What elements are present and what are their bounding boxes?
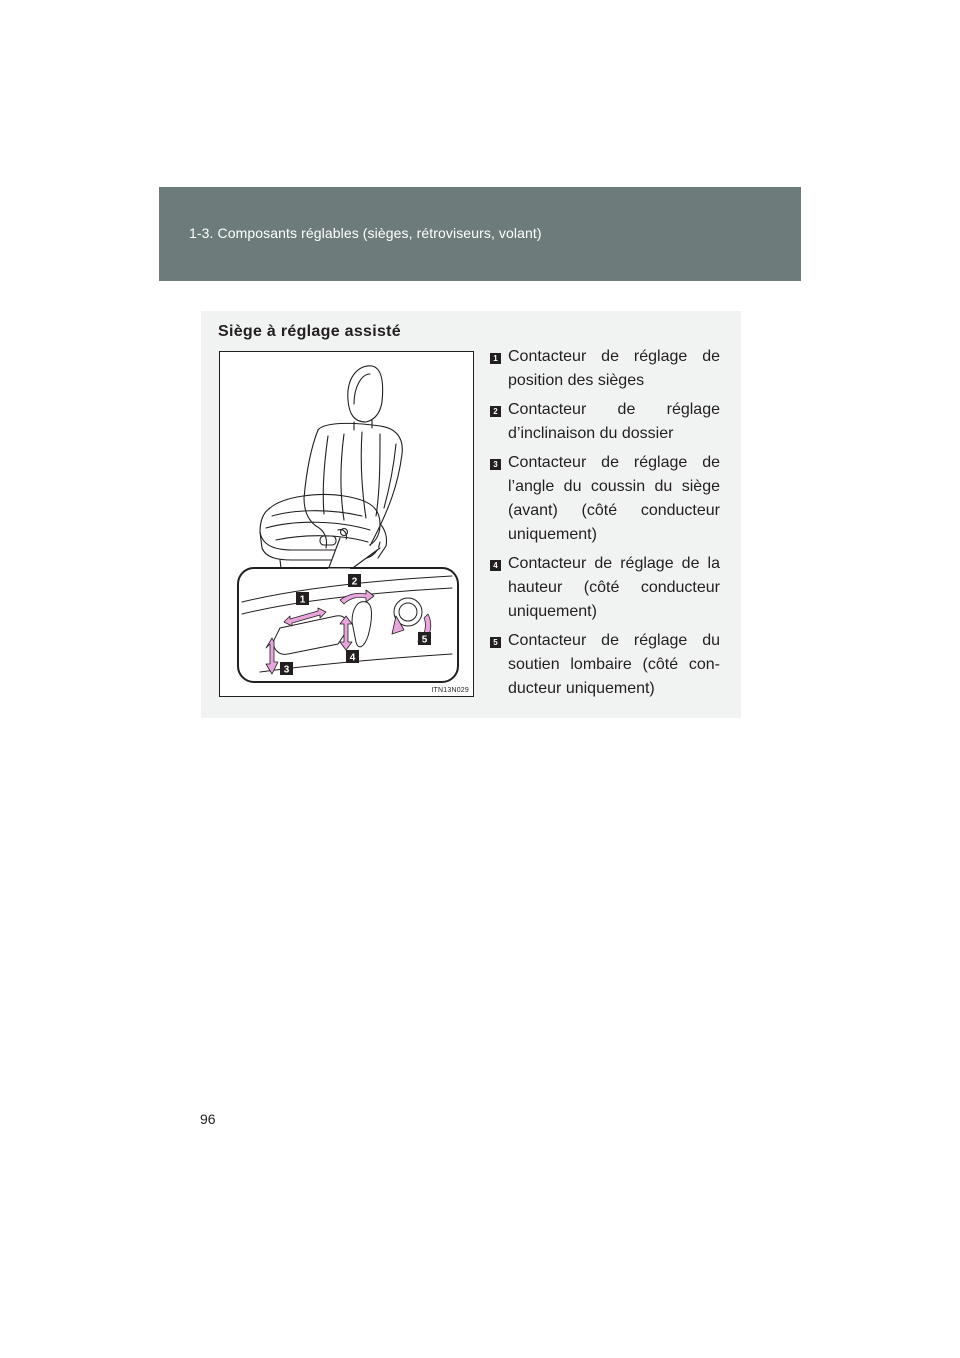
callout-4: 4: [349, 652, 356, 664]
item-text: Contacteur de réglage de position des sièges: [508, 348, 720, 389]
item-number-badge: 4: [490, 560, 501, 571]
callout-5: 5: [421, 634, 428, 646]
item-text: Contacteur de réglage du soutien lombaire (côté con-ducteur uniquement): [508, 632, 720, 697]
list-item: [490, 451, 720, 547]
content-panel: [201, 311, 741, 718]
list-item: [490, 345, 720, 393]
item-number-badge: 3: [490, 459, 501, 470]
page-number: 96: [200, 1111, 216, 1127]
figure-code: ITN13N029: [431, 687, 469, 694]
item-number-badge: 1: [490, 353, 501, 364]
callout-2: 2: [351, 576, 358, 588]
item-number-badge: 2: [490, 406, 501, 417]
item-text: Contacteur de réglage de l’angle du coussin du siège (avant) (côté conducteur uniquement): [508, 454, 720, 543]
seat-illustration: [219, 351, 474, 697]
item-text: Contacteur de réglage d’inclinaison du dossier: [508, 401, 720, 442]
item-text: Contacteur de réglage de la hauteur (côté conducteur uniquement): [508, 555, 720, 620]
chapter-header-band: [159, 187, 801, 281]
list-item: [490, 398, 720, 446]
list-item: [490, 629, 720, 701]
item-list: [490, 345, 720, 706]
chapter-title: 1-3. Composants réglables (sièges, rétroviseurs, volant): [189, 225, 542, 241]
seat-diagram: [220, 352, 473, 696]
seat-drawing: [260, 366, 402, 576]
callout-3: 3: [283, 664, 290, 676]
item-number-badge: 5: [490, 637, 501, 648]
list-item: [490, 552, 720, 624]
section-title: Siège à réglage assisté: [218, 323, 402, 340]
callout-1: 1: [299, 594, 306, 606]
